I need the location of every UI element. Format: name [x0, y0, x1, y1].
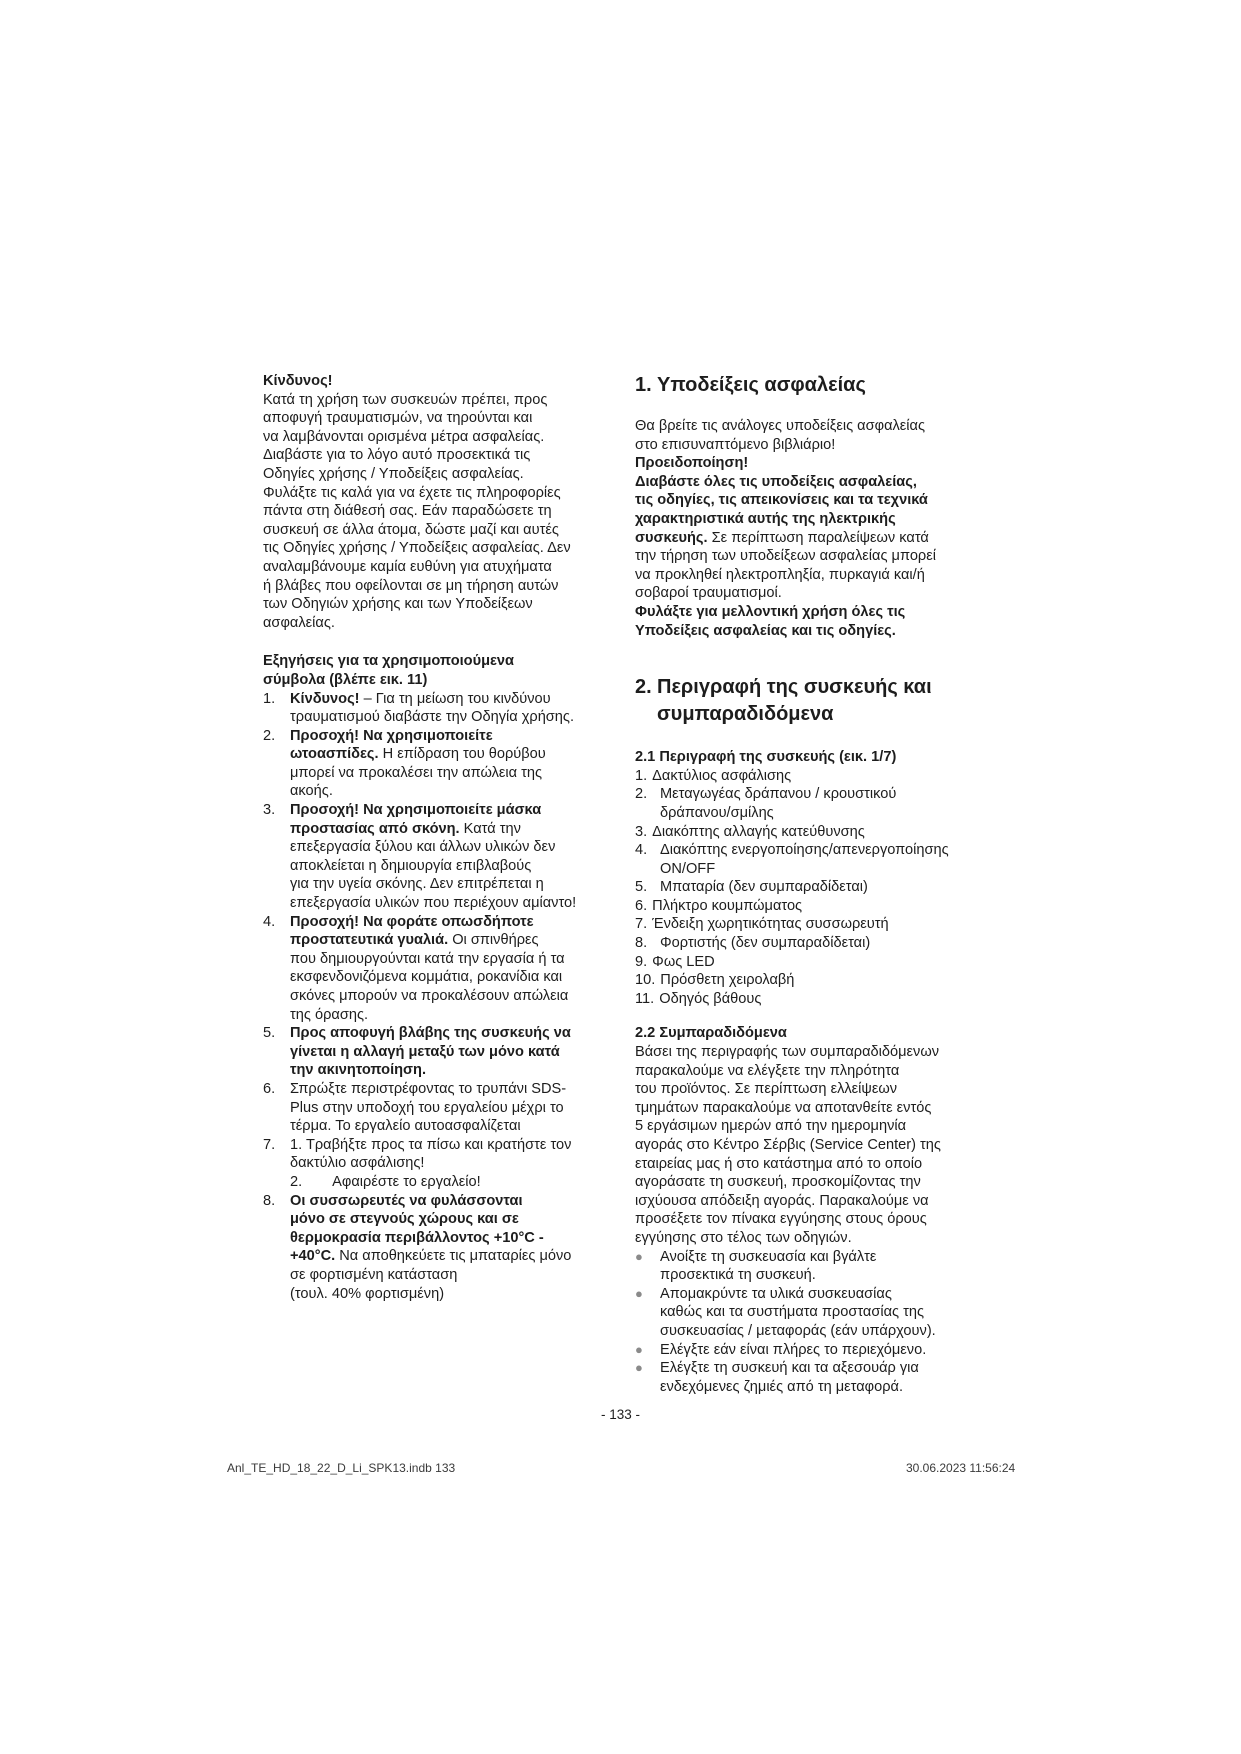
parts-list-item: 6. Πλήκτρο κουμπώματος	[635, 897, 803, 914]
parts-list-item: 2. Μεταγωγέας δράπανου / κρουστικού δράπανου/σμίλης	[635, 786, 897, 821]
checklist-item: ● Ελέγξτε τη συσκευή και τα αξεσουάρ για ενδεχόμενες ζημιές από τη μεταφορά.	[635, 1360, 919, 1395]
symbols-list-item: 6. Σπρώξτε περιστρέφοντας το τρυπάνι SDS- Plus στην υποδοχή του εργαλείου μέχρι το τέρμα. Το εργαλείο αυτοασφαλίζεται	[263, 1080, 567, 1135]
section-2-2-title: 2.2 Συμπαραδιδόμενα	[635, 1025, 787, 1042]
symbols-list-item: 1. Κίνδυνος! – Για τη μείωση του κινδύνου τραυματισμού διαβάστε την Οδηγία χρήσης.	[263, 690, 575, 726]
left-column	[263, 372, 609, 1303]
print-file-name: Anl_TE_HD_18_22_D_Li_SPK13.indb 133	[227, 1461, 456, 1475]
warning-title: Προειδοποίηση!	[635, 455, 749, 472]
page-number: - 133 -	[600, 1407, 641, 1422]
symbols-list-item: 4. Προσοχή! Να φοράτε οπωσδήποτε προστατευτικά γυαλιά. Οι σπινθήρες που δημιουργούνται κατά την εργασία ή τα εκσφενδονιζόμενα κομμάτια, ροκανίδια και σκόνες μπορούν να προκαλέσουν απώλεια της όρασης.	[263, 913, 569, 1023]
parts-list-item: 5. Μπαταρία (δεν συμπαραδίδεται)	[635, 879, 868, 896]
scope-of-delivery-paragraph: Βάσει της περιγραφής των συμπαραδιδόμενων παρακαλούμε να ελέγξετε την πληρότητα του προϊόντος. Σε περίπτωση ελλείψεων τμημάτων παρακαλούμε να αποτανθείτε εντός 5 εργάσιμων ημερών από την ημερομηνία αγοράς στο Κέντρο Σέρβις (Service Center) της εταιρείας μας ή στο κατάστημα από το οποίο αγοράσατε τη συσκευή, προσκομίζοντας την ισχύουσα απόδειξη αγοράς. Παρακαλούμε να προσέξετε τον πίνακα εγγύησης στους όρους εγγύησης στο τέλος των οδηγιών.	[635, 1044, 941, 1246]
bullet-icon: ●	[635, 1341, 643, 1357]
symbols-list-item: 7. 1. Τραβήξτε προς τα πίσω και κρατήστε τον δακτύλιο ασφάλισης! 2. Αφαιρέστε το εργαλείο!	[263, 1136, 572, 1190]
parts-list-item: 8. Φορτιστής (δεν συμπαραδίδεται)	[635, 935, 871, 952]
symbols-list-item: 5. Προς αποφυγή βλάβης της συσκευής να γίνεται η αλλαγή μεταξύ των μόνο κατά την ακινητοποίηση.	[263, 1025, 571, 1079]
section-2-1-title: 2.1 Περιγραφή της συσκευής (εικ. 1/7)	[635, 749, 897, 766]
print-timestamp: 30.06.2023 11:56:24	[906, 1461, 1016, 1475]
parts-list-item: 1. Δακτύλιος ασφάλισης	[635, 767, 792, 784]
parts-list-item: 7. Ένδειξη χωρητικότητας συσσωρευτή	[635, 916, 889, 933]
symbols-list-item: 3. Προσοχή! Να χρησιμοποιείτε μάσκα προστασίας από σκόνη. Κατά την επεξεργασία ξύλου και άλλων υλικών δεν αποκλείεται η δημιουργία επιβλαβούς για την υγεία σκόνης. Δεν επιτρέπεται η επεξεργασία υλικών που περιέχουν αμίαντο!	[263, 802, 577, 912]
parts-list-item: 11. Οδηγός βάθους	[635, 990, 762, 1007]
warning-paragraph: Διαβάστε όλες τις υποδείξεις ασφαλείας, τις οδηγίες, τις απεικονίσεις και τα τεχνικά χαρακτηριστικά αυτής της ηλεκτρικής συσκευής. Σε περίπτωση παραλείψεων κατά την τήρηση των υποδείξεων ασφαλείας μπορεί να προκληθεί ηλεκτροπληξία, πυρκαγιά και/ή σοβαροί τραυματισμοί.	[635, 473, 936, 602]
parts-list-item: 9. Φως LED	[635, 953, 715, 970]
keep-instructions: Φυλάξτε για μελλοντική χρήση όλες τις Υποδείξεις ασφαλείας και τις οδηγίες.	[635, 603, 906, 639]
danger-title: Κίνδυνος!	[263, 373, 333, 389]
symbols-title: Εξηγήσεις για τα χρησιμοποιούμενα σύμβολα (βλέπε εικ. 11)	[263, 653, 515, 688]
checklist-item: ● Ανοίξτε τη συσκευασία και βγάλτε προσεκτικά τη συσκευή.	[635, 1248, 877, 1284]
checklist	[635, 1248, 983, 1397]
checklist-item: ● Απομακρύντε τα υλικά συσκευασίας καθώς και τα συστήματα προστασίας της συσκευασίας / μεταφοράς (εάν υπάρχουν).	[635, 1285, 936, 1339]
checklist-item: ● Ελέγξτε εάν είναι πλήρες το περιεχόμενο.	[635, 1341, 927, 1358]
parts-list-item: 4. Διακόπτης ενεργοποίησης/απενεργοποίησης ON/OFF	[635, 842, 949, 877]
parts-list-item: 3. Διακόπτης αλλαγής κατεύθυνσης	[635, 823, 865, 840]
danger-paragraph: Κατά τη χρήση των συσκευών πρέπει, προς αποφυγή τραυματισμών, να τηρούνται και να λαμβάνονται ορισμένα μέτρα ασφαλείας. Διαβάστε για το λόγο αυτό προσεκτικά τις Οδηγίες χρήσης / Υποδείξεις ασφαλείας. Φυλάξτε τις καλά για να έχετε τις πληροφορίες πάντα στη διάθεσή σας. Εάν παραδώσετε τη συσκευή σε άλλα άτομα, δώστε μαζί και αυτές τις Οδηγίες χρήσης / Υποδείξεις ασφαλείας. Δεν αναλαμβάνουμε καμία ευθύνη για ατυχήματα ή βλάβες που οφείλονται σε μη τήρηση αυτών των Οδηγιών χρήσης και των Υποδείξεων ασφαλείας.	[263, 391, 571, 631]
section-1-intro: Θα βρείτε τις ανάλογες υποδείξεις ασφαλείας στο επισυναπτόμενο βιβλιάριο!	[635, 418, 926, 453]
bullet-icon: ●	[635, 1285, 643, 1301]
symbols-list-item: 2. Προσοχή! Να χρησιμοποιείτε ωτοασπίδες. Η επίδραση του θορύβου μπορεί να προκαλέσει την απώλεια της ακοής.	[263, 727, 546, 800]
section-2-heading: 2. Περιγραφή της συσκευής και συμπαραδιδόμενα	[635, 676, 932, 726]
symbols-list	[263, 690, 609, 1304]
bullet-icon: ●	[635, 1248, 643, 1264]
symbols-list-item: 8. Οι συσσωρευτές να φυλάσσονται μόνο σε στεγνούς χώρους και σε θερμοκρασία περιβάλλοντος +10°C - +40°C. Να αποθηκεύετε τις μπαταρίες μόνο σε φορτισμένη κατάσταση (τουλ. 40% φορτισμένη)	[263, 1192, 572, 1302]
section-1-heading: 1. Υποδείξεις ασφαλείας	[635, 374, 866, 396]
right-column	[635, 372, 983, 1396]
parts-list	[635, 767, 983, 1009]
parts-list-item: 10. Πρόσθετη χειρολαβή	[635, 972, 795, 989]
bullet-icon: ●	[635, 1360, 643, 1376]
